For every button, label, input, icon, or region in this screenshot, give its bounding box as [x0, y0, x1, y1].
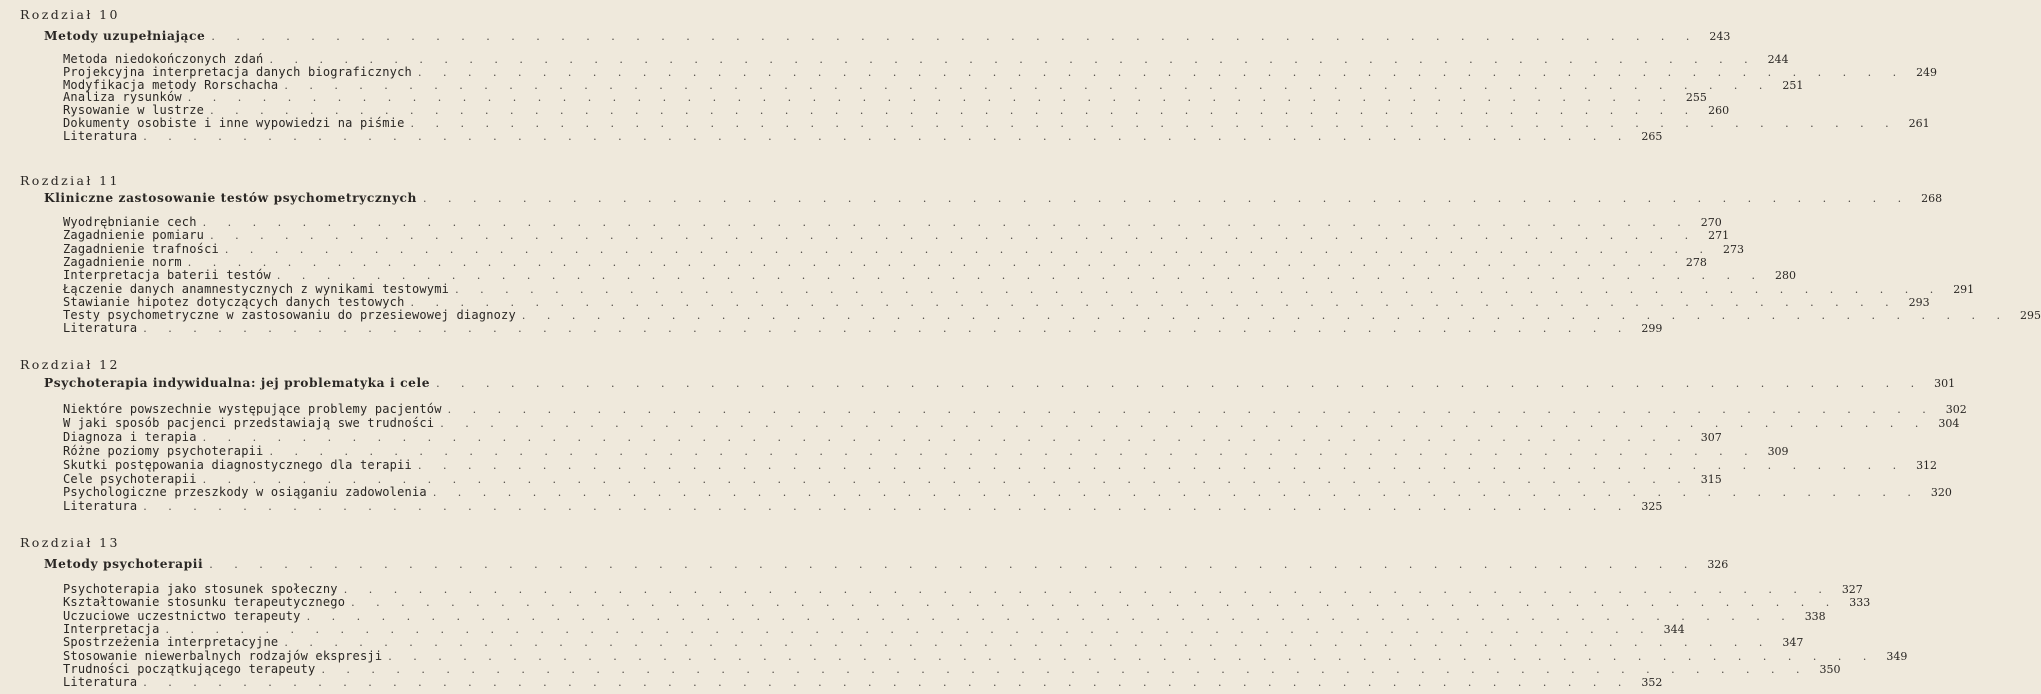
toc-entry — [63, 458, 1938, 472]
dot-leader: . . . . . . . . . . . . . . . . . . . . . . . . . . . . . . . . . . . . . . . . . . . . . . . . . . . . . . . . . . . . — [423, 192, 1911, 205]
entry-title: Diagnoza i terapia — [63, 430, 197, 444]
chapter-title: Metody psychoterapii — [44, 557, 204, 571]
dot-leader: . . . . . . . . . . . . . . . . . . . . . . . . . . . . . . . . . . . . . . . . . . . . . . . . . . . . . . . . . . . . — [417, 66, 1906, 79]
toc-entry — [63, 295, 1930, 309]
page-number: 299 — [1641, 322, 1663, 335]
toc-entry — [63, 242, 1745, 256]
dot-leader: . . . . . . . . . . . . . . . . . . . . . . . . . . . . . . . . . . . . . . . . . . . . . . . . . . . . . . . . . . . . — [521, 309, 2009, 322]
entry-title: Rysowanie w lustrze — [63, 103, 205, 117]
entry-title: Literatura — [63, 321, 138, 335]
toc-entry — [63, 215, 1722, 229]
dot-leader: . . . . . . . . . . . . . . . . . . . . . . . . . . . . . . . . . . . . . . . . . . . . . . . . . . . . . . . . . . . . — [202, 216, 1690, 229]
chapter-title: Psychoterapia indywidualna: jej problematyka i cele — [44, 376, 431, 390]
page-number: 304 — [1938, 417, 1960, 430]
page-number: 333 — [1849, 596, 1871, 609]
page-number: 251 — [1782, 79, 1804, 92]
toc-entry — [63, 635, 1804, 649]
dot-leader: . . . . . . . . . . . . . . . . . . . . . . . . . . . . . . . . . . . . . . . . . . . . . . . . . . . . . . . . . . . . — [143, 676, 1631, 689]
toc-entry — [63, 308, 2041, 322]
page-number: 349 — [1886, 650, 1908, 663]
entry-title: Różne poziomy psychoterapii — [63, 444, 264, 458]
page-number: 265 — [1641, 130, 1663, 143]
toc-entry — [63, 499, 1663, 513]
page-number: 244 — [1767, 53, 1789, 66]
dot-leader: . . . . . . . . . . . . . . . . . . . . . . . . . . . . . . . . . . . . . . . . . . . . . . . . . . . . . . . . . . . . — [284, 636, 1772, 649]
chapter-label: Rozdział 13 — [20, 535, 120, 550]
chapter-heading-row — [44, 376, 1956, 390]
entry-title: Zagadnienie pomiaru — [63, 228, 205, 242]
toc-entry — [63, 90, 1707, 104]
entry-title: Łączenie danych anamnestycznych z wynikami testowymi — [63, 282, 450, 296]
entry-title: Stosowanie niewerbalnych rodzajów ekspresji — [63, 649, 383, 663]
toc-entry — [63, 402, 1967, 416]
chapter-label: Rozdział 12 — [20, 357, 120, 372]
page-number: 278 — [1685, 256, 1707, 269]
page-number: 295 — [2020, 309, 2041, 322]
toc-entry — [63, 609, 1826, 623]
page-number: 291 — [1953, 283, 1975, 296]
dot-leader: . . . . . . . . . . . . . . . . . . . . . . . . . . . . . . . . . . . . . . . . . . . . . . . . . . . . . . . . . . . . — [432, 486, 1920, 499]
toc-entry — [63, 65, 1938, 79]
entry-title: Kształtowanie stosunku terapeutycznego — [63, 595, 346, 609]
dot-leader: . . . . . . . . . . . . . . . . . . . . . . . . . . . . . . . . . . . . . . . . . . . . . . . . . . . . . . . . . . . . — [276, 269, 1764, 282]
toc-entry — [63, 430, 1722, 444]
toc-entry — [63, 675, 1663, 689]
toc-entry — [63, 228, 1730, 242]
dot-leader: . . . . . . . . . . . . . . . . . . . . . . . . . . . . . . . . . . . . . . . . . . . . . . . . . . . . . . . . . . . . — [187, 91, 1675, 104]
toc-entry — [63, 129, 1663, 143]
dot-leader: . . . . . . . . . . . . . . . . . . . . . . . . . . . . . . . . . . . . . . . . . . . . . . . . . . . . . . . . . . . . — [436, 377, 1924, 390]
entry-title: Psychoterapia jako stosunek społeczny — [63, 582, 338, 596]
page-number: 273 — [1723, 243, 1745, 256]
entry-title: Projekcyjna interpretacja danych biograficznych — [63, 65, 412, 79]
chapter-heading-row — [44, 29, 1731, 43]
entry-title: Analiza rysunków — [63, 90, 182, 104]
toc-entry — [63, 321, 1663, 335]
dot-leader: . . . . . . . . . . . . . . . . . . . . . . . . . . . . . . . . . . . . . . . . . . . . . . . . . . . . . . . . . . . . — [417, 459, 1906, 472]
page-number: 270 — [1700, 216, 1722, 229]
dot-leader: . . . . . . . . . . . . . . . . . . . . . . . . . . . . . . . . . . . . . . . . . . . . . . . . . . . . . . . . . . . . — [410, 296, 1898, 309]
dot-leader: . . . . . . . . . . . . . . . . . . . . . . . . . . . . . . . . . . . . . . . . . . . . . . . . . . . . . . . . . . . . — [209, 558, 1697, 571]
page-number: 352 — [1641, 676, 1663, 689]
toc-entry — [63, 649, 1908, 663]
toc-entry — [63, 472, 1722, 486]
page-number: 312 — [1916, 459, 1938, 472]
toc-entry — [63, 416, 1960, 430]
entry-title: Zagadnienie norm — [63, 255, 182, 269]
dot-leader: . . . . . . . . . . . . . . . . . . . . . . . . . . . . . . . . . . . . . . . . . . . . . . . . . . . . . . . . . . . . — [269, 445, 1757, 458]
dot-leader: . . . . . . . . . . . . . . . . . . . . . . . . . . . . . . . . . . . . . . . . . . . . . . . . . . . . . . . . . . . . — [455, 283, 1943, 296]
page-number: 255 — [1685, 91, 1707, 104]
toc-entry — [63, 103, 1730, 117]
entry-title: Skutki postępowania diagnostycznego dla terapii — [63, 458, 412, 472]
dot-leader: . . . . . . . . . . . . . . . . . . . . . . . . . . . . . . . . . . . . . . . . . . . . . . . . . . . . . . . . . . . . — [143, 130, 1631, 143]
toc-entry — [63, 485, 1952, 499]
entry-title: Literatura — [63, 675, 138, 689]
dot-leader: . . . . . . . . . . . . . . . . . . . . . . . . . . . . . . . . . . . . . . . . . . . . . . . . . . . . . . . . . . . . — [210, 104, 1698, 117]
dot-leader: . . . . . . . . . . . . . . . . . . . . . . . . . . . . . . . . . . . . . . . . . . . . . . . . . . . . . . . . . . . . — [447, 403, 1935, 416]
toc-entry — [63, 622, 1685, 636]
page-number: 347 — [1782, 636, 1804, 649]
toc-entry — [63, 282, 1975, 296]
page-number: 268 — [1921, 192, 1943, 205]
page-number: 327 — [1841, 583, 1863, 596]
page-number: 350 — [1819, 663, 1841, 676]
chapter-title: Metody uzupełniające — [44, 29, 206, 43]
page-number: 307 — [1700, 431, 1722, 444]
page-number: 271 — [1708, 229, 1730, 242]
entry-title: Cele psychoterapii — [63, 472, 197, 486]
page-number: 320 — [1930, 486, 1952, 499]
dot-leader: . . . . . . . . . . . . . . . . . . . . . . . . . . . . . . . . . . . . . . . . . . . . . . . . . . . . . . . . . . . . — [343, 583, 1831, 596]
dot-leader: . . . . . . . . . . . . . . . . . . . . . . . . . . . . . . . . . . . . . . . . . . . . . . . . . . . . . . . . . . . . — [388, 650, 1876, 663]
toc-entry — [63, 595, 1871, 609]
page-number: 344 — [1663, 623, 1685, 636]
page-number: 325 — [1641, 500, 1663, 513]
chapter-title: Kliniczne zastosowanie testów psychometrycznych — [44, 191, 418, 205]
entry-title: Interpretacja — [63, 622, 160, 636]
entry-title: Metoda niedokończonych zdań — [63, 52, 264, 66]
dot-leader: . . . . . . . . . . . . . . . . . . . . . . . . . . . . . . . . . . . . . . . . . . . . . . . . . . . . . . . . . . . . — [351, 596, 1839, 609]
chapter-label: Rozdział 10 — [20, 7, 120, 22]
entry-title: Spostrzeżenia interpretacyjne — [63, 635, 279, 649]
entry-title: Uczuciowe uczestnictwo terapeuty — [63, 609, 301, 623]
toc-entry — [63, 116, 1930, 130]
dot-leader: . . . . . . . . . . . . . . . . . . . . . . . . . . . . . . . . . . . . . . . . . . . . . . . . . . . . . . . . . . . . — [202, 431, 1690, 444]
page-number: 249 — [1916, 66, 1938, 79]
dot-leader: . . . . . . . . . . . . . . . . . . . . . . . . . . . . . . . . . . . . . . . . . . . . . . . . . . . . . . . . . . . . — [269, 53, 1757, 66]
entry-title: Interpretacja baterii testów — [63, 268, 271, 282]
toc-entry — [63, 662, 1841, 676]
dot-leader: . . . . . . . . . . . . . . . . . . . . . . . . . . . . . . . . . . . . . . . . . . . . . . . . . . . . . . . . . . . . — [306, 610, 1794, 623]
chapter-heading-row — [44, 191, 1943, 205]
dot-leader: . . . . . . . . . . . . . . . . . . . . . . . . . . . . . . . . . . . . . . . . . . . . . . . . . . . . . . . . . . . . — [143, 500, 1631, 513]
dot-leader: . . . . . . . . . . . . . . . . . . . . . . . . . . . . . . . . . . . . . . . . . . . . . . . . . . . . . . . . . . . . — [224, 243, 1713, 256]
page-number: 260 — [1708, 104, 1730, 117]
chapter-label: Rozdział 11 — [20, 173, 120, 188]
page-number: 338 — [1804, 610, 1826, 623]
page-number: 309 — [1767, 445, 1789, 458]
dot-leader: . . . . . . . . . . . . . . . . . . . . . . . . . . . . . . . . . . . . . . . . . . . . . . . . . . . . . . . . . . . . — [284, 79, 1772, 92]
page-number: 315 — [1700, 473, 1722, 486]
dot-leader: . . . . . . . . . . . . . . . . . . . . . . . . . . . . . . . . . . . . . . . . . . . . . . . . . . . . . . . . . . . . — [410, 117, 1898, 130]
toc-entry — [63, 268, 1796, 282]
page-number: 261 — [1908, 117, 1930, 130]
dot-leader: . . . . . . . . . . . . . . . . . . . . . . . . . . . . . . . . . . . . . . . . . . . . . . . . . . . . . . . . . . . . — [202, 473, 1690, 486]
chapter-heading-row — [44, 557, 1729, 571]
dot-leader: . . . . . . . . . . . . . . . . . . . . . . . . . . . . . . . . . . . . . . . . . . . . . . . . . . . . . . . . . . . . — [211, 30, 1699, 43]
dot-leader: . . . . . . . . . . . . . . . . . . . . . . . . . . . . . . . . . . . . . . . . . . . . . . . . . . . . . . . . . . . . — [210, 229, 1698, 242]
entry-title: Literatura — [63, 499, 138, 513]
entry-title: W jaki sposób pacjenci przedstawiają swe trudności — [63, 416, 435, 430]
toc-entry — [63, 444, 1789, 458]
toc-entry — [63, 255, 1707, 269]
toc-entry — [63, 52, 1789, 66]
dot-leader: . . . . . . . . . . . . . . . . . . . . . . . . . . . . . . . . . . . . . . . . . . . . . . . . . . . . . . . . . . . . — [165, 623, 1653, 636]
entry-title: Niektóre powszechnie występujące problemy pacjentów — [63, 402, 442, 416]
dot-leader: . . . . . . . . . . . . . . . . . . . . . . . . . . . . . . . . . . . . . . . . . . . . . . . . . . . . . . . . . . . . — [143, 322, 1631, 335]
dot-leader: . . . . . . . . . . . . . . . . . . . . . . . . . . . . . . . . . . . . . . . . . . . . . . . . . . . . . . . . . . . . — [187, 256, 1675, 269]
page-number: 243 — [1709, 30, 1731, 43]
page-number: 326 — [1707, 558, 1729, 571]
entry-title: Modyfikacja metody Rorschacha — [63, 78, 279, 92]
entry-title: Stawianie hipotez dotyczących danych testowych — [63, 295, 405, 309]
entry-title: Testy psychometryczne w zastosowaniu do przesiewowej diagnozy — [63, 308, 516, 322]
dot-leader: . . . . . . . . . . . . . . . . . . . . . . . . . . . . . . . . . . . . . . . . . . . . . . . . . . . . . . . . . . . . — [321, 663, 1809, 676]
entry-title: Literatura — [63, 129, 138, 143]
entry-title: Zagadnienie trafności — [63, 242, 219, 256]
entry-title: Dokumenty osobiste i inne wypowiedzi na piśmie — [63, 116, 405, 130]
dot-leader: . . . . . . . . . . . . . . . . . . . . . . . . . . . . . . . . . . . . . . . . . . . . . . . . . . . . . . . . . . . . — [440, 417, 1928, 430]
page-number: 280 — [1774, 269, 1796, 282]
entry-title: Psychologiczne przeszkody w osiąganiu zadowolenia — [63, 485, 427, 499]
page-number: 302 — [1945, 403, 1967, 416]
entry-title: Wyodrębnianie cech — [63, 215, 197, 229]
page-number: 301 — [1934, 377, 1956, 390]
toc-entry — [63, 582, 1863, 596]
entry-title: Trudności początkującego terapeuty — [63, 662, 316, 676]
page-number: 293 — [1908, 296, 1930, 309]
